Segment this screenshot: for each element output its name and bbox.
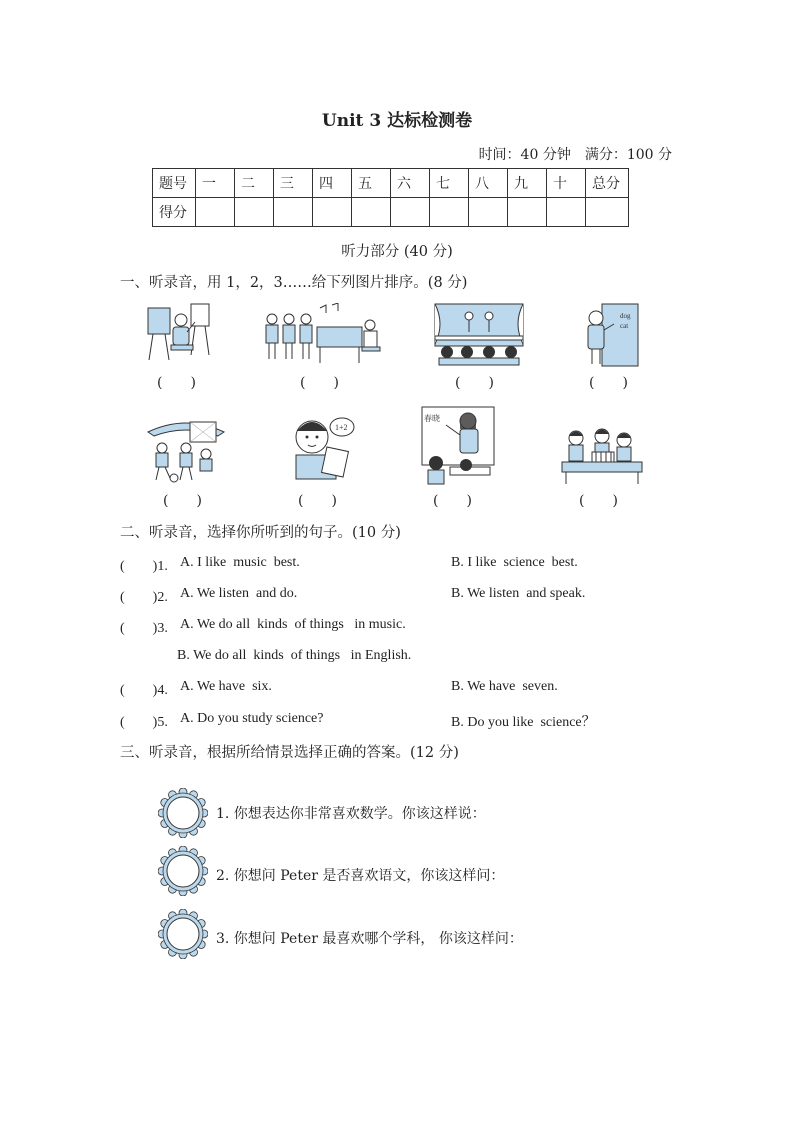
score-blank-cell[interactable]: [547, 198, 586, 227]
score-cell: 八: [469, 169, 508, 198]
score-blank-cell[interactable]: [235, 198, 274, 227]
score-table: [152, 168, 629, 227]
score-blank-cell[interactable]: [508, 198, 547, 227]
board-text-chunxiao: 春晓: [424, 414, 440, 423]
stage-show-picture: [433, 302, 525, 366]
answer-bracket[interactable]: ( ): [298, 493, 337, 509]
answer-flower-circle[interactable]: [158, 788, 208, 838]
question-number[interactable]: ( )2.: [120, 590, 168, 605]
option-b: B. We have seven.: [451, 679, 558, 694]
score-blank-cell[interactable]: [313, 198, 352, 227]
page-title: Unit 3 达标检测卷: [321, 111, 473, 131]
section2-heading: 二、听录音，选择你所听到的句子。(10 分): [120, 525, 401, 541]
score-cell: 总分: [586, 169, 629, 198]
question-number[interactable]: ( )1.: [120, 559, 168, 574]
score-blank-cell[interactable]: [274, 198, 313, 227]
english-teacher-picture: [582, 302, 640, 368]
score-cell: 四: [313, 169, 352, 198]
answer-bracket[interactable]: ( ): [163, 493, 202, 509]
question-number[interactable]: ( )4.: [120, 683, 168, 698]
score-blank-cell[interactable]: [469, 198, 508, 227]
answer-bracket[interactable]: ( ): [157, 375, 196, 391]
score-cell: 六: [391, 169, 430, 198]
math-boy-picture: [290, 415, 358, 481]
option-a: A. We have six.: [180, 679, 272, 694]
scenario-text: 3. 你想问 Peter 最喜欢哪个学科， 你该这样问：: [216, 931, 523, 947]
football-picture: [146, 418, 226, 486]
answer-flower-circle[interactable]: [158, 909, 208, 959]
score-blank-cell[interactable]: [586, 198, 629, 227]
answer-bracket[interactable]: ( ): [433, 493, 472, 509]
question-number[interactable]: ( )3.: [120, 621, 168, 636]
answer-bracket[interactable]: ( ): [589, 375, 628, 391]
score-cell: 题号: [153, 169, 196, 198]
score-cell: 七: [430, 169, 469, 198]
score-blank-cell[interactable]: [196, 198, 235, 227]
option-b: B. I like science best.: [451, 555, 578, 570]
time-info: 时间：40 分钟 满分：100 分: [478, 147, 672, 163]
option-a: A. Do you study science?: [180, 711, 324, 726]
score-cell: 一: [196, 169, 235, 198]
score-label-cell: 得分: [153, 198, 196, 227]
score-cell: 十: [547, 169, 586, 198]
answer-bracket[interactable]: ( ): [455, 375, 494, 391]
section3-heading: 三、听录音，根据所给情景选择正确的答案。(12 分): [120, 745, 459, 761]
svg-text:1+2: 1+2: [335, 423, 348, 432]
option-a: A. I like music best.: [180, 555, 300, 570]
painting-picture: [143, 300, 218, 365]
option-b: B. Do you like science？: [451, 715, 596, 730]
score-cell: 五: [352, 169, 391, 198]
score-cell: 二: [235, 169, 274, 198]
option-b: B. We listen and speak.: [451, 586, 586, 601]
score-table-score-row: [153, 198, 629, 227]
score-table-header-row: [153, 169, 629, 198]
board-text-cat: cat: [620, 322, 629, 330]
score-cell: 九: [508, 169, 547, 198]
listening-header: 听力部分 (40 分): [341, 244, 453, 260]
score-cell: 三: [274, 169, 313, 198]
answer-bracket[interactable]: ( ): [300, 375, 339, 391]
answer-bracket[interactable]: ( ): [579, 493, 618, 509]
section1-heading: 一、听录音，用 1，2，3……给下列图片排序。(8 分): [120, 275, 468, 291]
option-b: B. We do all kinds of things in English.: [177, 648, 412, 663]
scenario-text: 1. 你想表达你非常喜欢数学。你该这样说：: [216, 806, 486, 822]
option-a: A. We listen and do.: [180, 586, 298, 601]
score-blank-cell[interactable]: [391, 198, 430, 227]
singing-piano-picture: [262, 303, 387, 365]
science-class-picture: [560, 424, 644, 486]
question-number[interactable]: ( )5.: [120, 715, 168, 730]
chinese-class-picture: [420, 405, 496, 489]
option-a: A. We do all kinds of things in music.: [180, 617, 406, 632]
answer-flower-circle[interactable]: [158, 846, 208, 896]
scenario-text: 2. 你想问 Peter 是否喜欢语文，你该这样问：: [216, 868, 505, 884]
board-text-dog: dog: [620, 312, 631, 320]
score-blank-cell[interactable]: [430, 198, 469, 227]
score-blank-cell[interactable]: [352, 198, 391, 227]
